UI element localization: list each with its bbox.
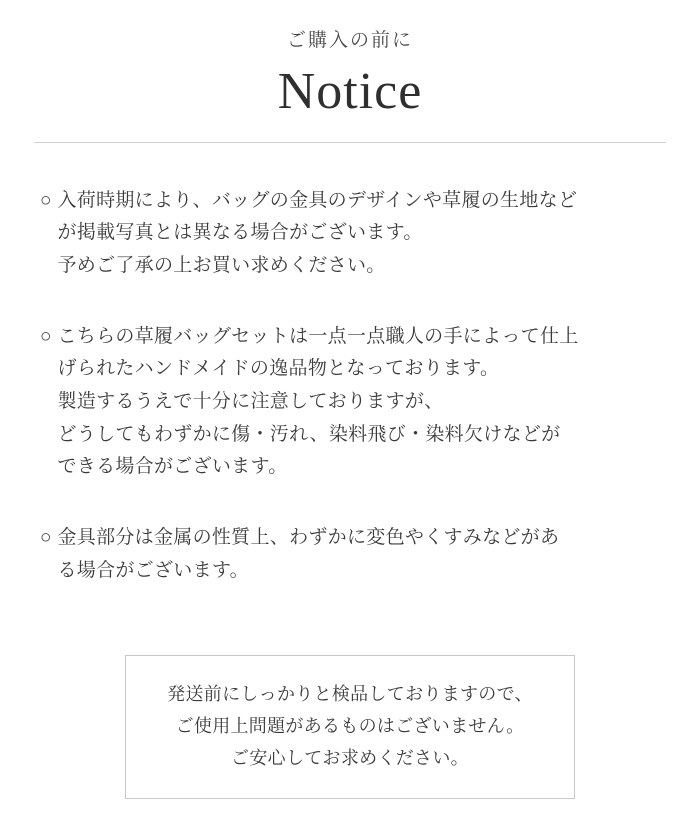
note-text xyxy=(57,185,660,283)
note-text xyxy=(57,321,660,484)
note-line: 製造するうえで十分に注意しておりますが、 xyxy=(57,390,444,412)
header-subtitle: ご購入の前に xyxy=(286,30,413,51)
note-line: が掲載写真とは異なる場合がございます。 xyxy=(57,222,423,244)
bullet-circle-icon: ○ xyxy=(40,526,52,548)
page-title: Notice xyxy=(277,62,423,120)
note-line: げられたハンドメイドの逸品物となっております。 xyxy=(57,358,500,380)
bullet-circle-icon: ○ xyxy=(40,325,52,347)
note-text xyxy=(57,522,660,587)
note-line: できる場合がございます。 xyxy=(57,456,288,478)
assurance-line: 発送前にしっかりと検品しておりますので、 xyxy=(167,684,533,704)
assurance-box xyxy=(125,655,575,799)
assurance-line: ご使用上問題があるものはございません。 xyxy=(175,716,525,737)
note-line: 金具部分は金属の性質上、わずかに変色やくすみなどがあ xyxy=(57,526,560,548)
assurance-line: ご安心してお求めください。 xyxy=(231,748,469,769)
bullet-circle-icon: ○ xyxy=(40,189,52,211)
page-header xyxy=(0,0,700,143)
note-line: 入荷時期により、バッグの金具のデザインや草履の生地など xyxy=(57,189,578,211)
notes-list xyxy=(40,185,660,588)
note-item xyxy=(40,321,660,484)
note-line: どうしてもわずかに傷・汚れ、染料飛び・染料欠けなどが xyxy=(57,423,561,445)
note-line: 予めご了承の上お買い求めください。 xyxy=(57,254,386,276)
note-line: こちらの草履バッグセットは一点一点職人の手によって仕上 xyxy=(57,325,579,347)
note-line: る場合がございます。 xyxy=(57,559,249,581)
note-item xyxy=(40,522,660,587)
note-item xyxy=(40,185,660,283)
header-divider xyxy=(34,142,666,143)
